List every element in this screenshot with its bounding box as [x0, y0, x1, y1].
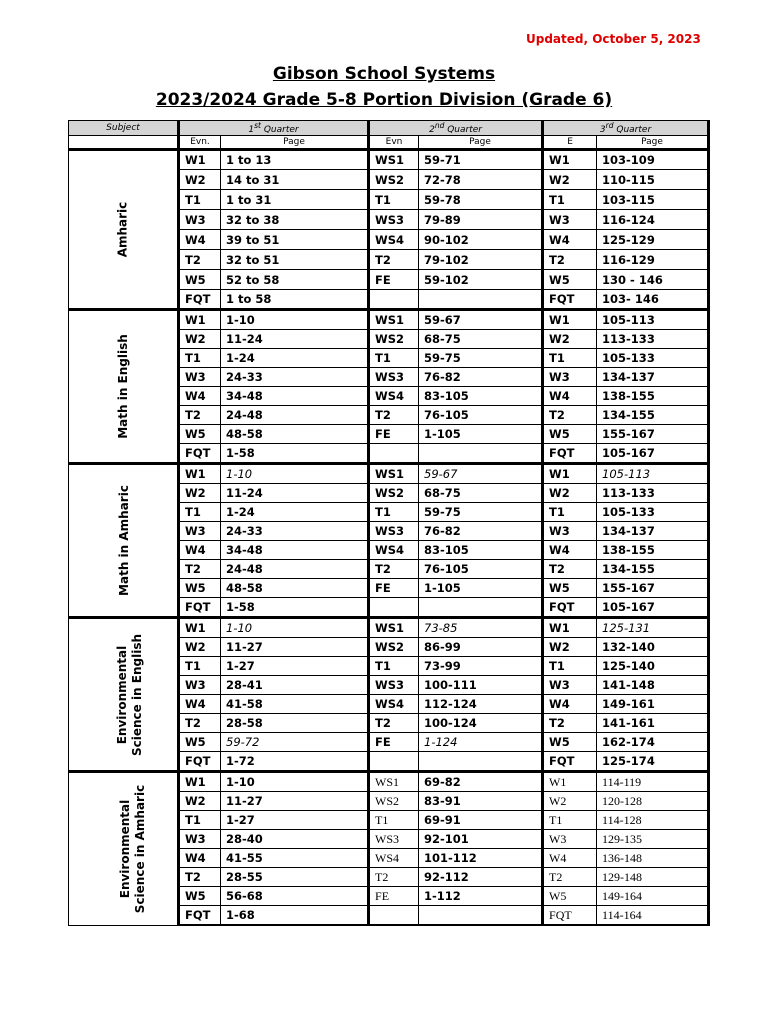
q1-page-cell: 24-33: [221, 368, 369, 387]
q3-page-cell: 116-129: [597, 250, 709, 270]
subject-cell: [69, 772, 179, 926]
q2-page-cell: 76-82: [419, 522, 543, 541]
q1-evaluation-cell: T1: [179, 657, 221, 676]
q3-evaluation-cell: T1: [543, 190, 597, 210]
q2-evaluation-cell: T1: [369, 811, 419, 830]
q1-page-cell: 32 to 51: [221, 250, 369, 270]
q2-evaluation-cell: T2: [369, 714, 419, 733]
q3-evaluation-cell: W3: [543, 522, 597, 541]
q1-evaluation-cell: T2: [179, 868, 221, 887]
q2-evaluation-cell: WS3: [369, 210, 419, 230]
q1-evaluation-cell: W4: [179, 230, 221, 250]
q1-page-cell: 32 to 38: [221, 210, 369, 230]
q2-evaluation-cell: WS3: [369, 522, 419, 541]
q1-page-cell: 1-24: [221, 503, 369, 522]
q3-page-cell: 134-155: [597, 406, 709, 425]
q1-page-cell: 34-48: [221, 387, 369, 406]
q3-evaluation-cell: W2: [543, 330, 597, 349]
q1-evaluation-cell: W4: [179, 541, 221, 560]
subject-label: Math in English: [115, 334, 130, 439]
q3-evaluation-cell: W5: [543, 425, 597, 444]
q3-evaluation-cell: FQT: [543, 752, 597, 772]
q3-page-cell: 116-124: [597, 210, 709, 230]
q1-evaluation-cell: W3: [179, 522, 221, 541]
q2-page-cell: 59-71: [419, 150, 543, 170]
q2-page-cell: 59-67: [419, 464, 543, 484]
q2-page-cell: 59-67: [419, 310, 543, 330]
q2-page-cell: 76-105: [419, 406, 543, 425]
q2-evaluation-cell: WS1: [369, 310, 419, 330]
q1-evaluation-cell: W5: [179, 270, 221, 290]
q1-page-cell: 28-41: [221, 676, 369, 695]
q2-page-cell: [419, 906, 543, 926]
q1-evaluation-cell: FQT: [179, 444, 221, 464]
q1-page-header: Page: [221, 136, 369, 150]
q1-page-cell: 1-68: [221, 906, 369, 926]
q1-evaluation-cell: W3: [179, 830, 221, 849]
q1-evaluation-cell: FQT: [179, 906, 221, 926]
q1-evn-header: Evn.: [179, 136, 221, 150]
table-row: [69, 310, 709, 330]
q3-page-cell: 130 - 146: [597, 270, 709, 290]
q3-evaluation-cell: W3: [543, 210, 597, 230]
q1-evaluation-cell: FQT: [179, 290, 221, 310]
q3-page-cell: 155-167: [597, 425, 709, 444]
q1-page-cell: 24-33: [221, 522, 369, 541]
q3-page-cell: 162-174: [597, 733, 709, 752]
q3-page-cell: 125-131: [597, 618, 709, 638]
q3-evaluation-cell: T2: [543, 560, 597, 579]
q1-page-cell: 28-40: [221, 830, 369, 849]
q3-header: 3rd Quarter: [543, 121, 709, 136]
q2-page-cell: 68-75: [419, 484, 543, 503]
q3-page-cell: 114-128: [597, 811, 709, 830]
q2-evaluation-cell: FE: [369, 425, 419, 444]
q2-evaluation-cell: WS2: [369, 638, 419, 657]
subject-label: [118, 785, 148, 913]
q1-evaluation-cell: W2: [179, 484, 221, 503]
q1-page-cell: 1-10: [221, 772, 369, 792]
subject-label: Math in Amharic: [116, 485, 131, 596]
q2-page-cell: 76-82: [419, 368, 543, 387]
subject-label-line1: Environmental: [118, 799, 133, 899]
q3-page-cell: 141-148: [597, 676, 709, 695]
q1-page-cell: 39 to 51: [221, 230, 369, 250]
q3-page-cell: 103- 146: [597, 290, 709, 310]
q1-evaluation-cell: W3: [179, 210, 221, 230]
q3-page-cell: 103-109: [597, 150, 709, 170]
q2-evaluation-cell: T1: [369, 190, 419, 210]
q3-evaluation-cell: T1: [543, 657, 597, 676]
q2-evaluation-cell: [369, 598, 419, 618]
q1-evaluation-cell: T1: [179, 503, 221, 522]
q1-evaluation-cell: T1: [179, 349, 221, 368]
q2-evn-header: Evn: [369, 136, 419, 150]
q1-evaluation-cell: T1: [179, 811, 221, 830]
q1-page-cell: 1-58: [221, 444, 369, 464]
q1-evaluation-cell: W5: [179, 579, 221, 598]
q2-evaluation-cell: FE: [369, 733, 419, 752]
q1-page-cell: 41-58: [221, 695, 369, 714]
q1-page-cell: 28-58: [221, 714, 369, 733]
q3-evn-header: E: [543, 136, 597, 150]
q1-evaluation-cell: T2: [179, 406, 221, 425]
q3-evaluation-cell: T2: [543, 868, 597, 887]
q2-page-cell: 83-105: [419, 387, 543, 406]
q1-evaluation-cell: W2: [179, 330, 221, 349]
q3-page-cell: 105-167: [597, 598, 709, 618]
q3-evaluation-cell: W1: [543, 464, 597, 484]
q1-page-cell: 1-27: [221, 811, 369, 830]
q1-evaluation-cell: W4: [179, 387, 221, 406]
q3-page-header: Page: [597, 136, 709, 150]
q2-evaluation-cell: T2: [369, 868, 419, 887]
q1-page-cell: 48-58: [221, 425, 369, 444]
q2-evaluation-cell: T1: [369, 349, 419, 368]
q2-page-cell: 79-89: [419, 210, 543, 230]
q3-page-cell: 105-113: [597, 310, 709, 330]
q3-page-cell: 138-155: [597, 387, 709, 406]
q2-evaluation-cell: FE: [369, 579, 419, 598]
q3-evaluation-cell: W5: [543, 270, 597, 290]
q2-page-cell: 68-75: [419, 330, 543, 349]
q2-evaluation-cell: FE: [369, 887, 419, 906]
q2-page-cell: 86-99: [419, 638, 543, 657]
q2-evaluation-cell: WS2: [369, 330, 419, 349]
q3-evaluation-cell: W4: [543, 230, 597, 250]
q1-evaluation-cell: T2: [179, 250, 221, 270]
q3-page-cell: 114-164: [597, 906, 709, 926]
q2-page-cell: 90-102: [419, 230, 543, 250]
q3-evaluation-cell: W1: [543, 150, 597, 170]
subject-cell: [69, 464, 179, 618]
subject-label-line1: Environmental: [115, 645, 130, 744]
q2-page-cell: 92-101: [419, 830, 543, 849]
q3-evaluation-cell: W5: [543, 733, 597, 752]
q3-evaluation-cell: T2: [543, 714, 597, 733]
q3-page-cell: 136-148: [597, 849, 709, 868]
q1-page-cell: 1-10: [221, 618, 369, 638]
q2-evaluation-cell: WS4: [369, 541, 419, 560]
q2-page-cell: 73-99: [419, 657, 543, 676]
q1-page-cell: 11-24: [221, 330, 369, 349]
page-title: Gibson School Systems: [272, 64, 496, 84]
q2-page-cell: 1-124: [419, 733, 543, 752]
q2-evaluation-cell: WS1: [369, 150, 419, 170]
q3-evaluation-cell: T2: [543, 250, 597, 270]
q1-page-cell: 28-55: [221, 868, 369, 887]
q2-page-cell: 73-85: [419, 618, 543, 638]
table-body: [69, 150, 709, 926]
q1-evaluation-cell: W2: [179, 170, 221, 190]
q3-evaluation-cell: W1: [543, 310, 597, 330]
q2-evaluation-cell: WS3: [369, 830, 419, 849]
q1-evaluation-cell: W1: [179, 150, 221, 170]
q2-evaluation-cell: WS1: [369, 772, 419, 792]
q3-evaluation-cell: W4: [543, 541, 597, 560]
q2-evaluation-cell: FE: [369, 270, 419, 290]
subject-label: Amharic: [115, 201, 130, 258]
q1-page-cell: 1-27: [221, 657, 369, 676]
q3-evaluation-cell: W2: [543, 792, 597, 811]
q1-page-cell: 59-72: [221, 733, 369, 752]
q2-page-cell: 59-75: [419, 349, 543, 368]
q1-evaluation-cell: FQT: [179, 752, 221, 772]
q2-page-cell: 79-102: [419, 250, 543, 270]
q1-page-cell: 1-72: [221, 752, 369, 772]
q1-page-cell: 41-55: [221, 849, 369, 868]
q1-evaluation-cell: W5: [179, 733, 221, 752]
q2-evaluation-cell: T1: [369, 503, 419, 522]
q2-page-cell: 69-82: [419, 772, 543, 792]
q3-page-cell: 125-174: [597, 752, 709, 772]
q1-page-cell: 1 to 31: [221, 190, 369, 210]
q3-page-cell: 129-135: [597, 830, 709, 849]
q3-page-cell: 141-161: [597, 714, 709, 733]
q2-evaluation-cell: WS1: [369, 464, 419, 484]
q3-page-cell: 105-133: [597, 503, 709, 522]
q2-page-cell: 1-112: [419, 887, 543, 906]
q2-evaluation-cell: WS2: [369, 170, 419, 190]
q2-evaluation-cell: WS4: [369, 230, 419, 250]
q1-evaluation-cell: W2: [179, 792, 221, 811]
q2-page-cell: 59-75: [419, 503, 543, 522]
q2-evaluation-cell: WS1: [369, 618, 419, 638]
q3-page-cell: 138-155: [597, 541, 709, 560]
q3-page-cell: 105-167: [597, 444, 709, 464]
q2-page-cell: 101-112: [419, 849, 543, 868]
q1-evaluation-cell: T2: [179, 714, 221, 733]
q1-evaluation-cell: FQT: [179, 598, 221, 618]
q1-page-cell: 56-68: [221, 887, 369, 906]
q1-page-cell: 1 to 13: [221, 150, 369, 170]
q3-evaluation-cell: T2: [543, 406, 597, 425]
q3-evaluation-cell: T1: [543, 811, 597, 830]
q1-header: 1st Quarter: [179, 121, 369, 136]
q2-page-cell: 69-91: [419, 811, 543, 830]
q1-evaluation-cell: W5: [179, 425, 221, 444]
q3-page-cell: 134-137: [597, 368, 709, 387]
q3-evaluation-cell: W4: [543, 695, 597, 714]
q2-header: 2nd Quarter: [369, 121, 543, 136]
q1-page-cell: 1-10: [221, 310, 369, 330]
q3-evaluation-cell: FQT: [543, 598, 597, 618]
q2-page-cell: 100-124: [419, 714, 543, 733]
q1-page-cell: 52 to 58: [221, 270, 369, 290]
subject-label-line2: Science in English: [130, 633, 145, 756]
q2-evaluation-cell: [369, 906, 419, 926]
q2-page-cell: [419, 290, 543, 310]
q1-page-cell: 1-10: [221, 464, 369, 484]
subject-cell: [69, 150, 179, 310]
q2-evaluation-cell: WS4: [369, 387, 419, 406]
q2-page-cell: [419, 598, 543, 618]
q3-evaluation-cell: W2: [543, 170, 597, 190]
q1-evaluation-cell: W1: [179, 618, 221, 638]
q1-page-cell: 24-48: [221, 406, 369, 425]
q2-evaluation-cell: [369, 752, 419, 772]
q3-page-cell: 149-161: [597, 695, 709, 714]
q2-evaluation-cell: WS2: [369, 792, 419, 811]
q3-evaluation-cell: W3: [543, 830, 597, 849]
q3-page-cell: 103-115: [597, 190, 709, 210]
quarter-header-row: [69, 121, 709, 136]
q1-evaluation-cell: W1: [179, 772, 221, 792]
q1-evaluation-cell: W3: [179, 676, 221, 695]
q2-page-cell: [419, 752, 543, 772]
q2-evaluation-cell: T2: [369, 250, 419, 270]
q3-page-cell: 149-164: [597, 887, 709, 906]
q3-evaluation-cell: FQT: [543, 444, 597, 464]
q1-page-cell: 1-58: [221, 598, 369, 618]
q2-page-cell: 83-91: [419, 792, 543, 811]
page-subtitle: 2023/2024 Grade 5-8 Portion Division (Grade 6): [155, 90, 613, 110]
q3-evaluation-cell: W5: [543, 887, 597, 906]
q3-evaluation-cell: FQT: [543, 906, 597, 926]
q3-page-cell: 120-128: [597, 792, 709, 811]
q2-page-cell: 1-105: [419, 425, 543, 444]
subject-label-line2: Science in Amharic: [133, 784, 148, 913]
q2-page-cell: 72-78: [419, 170, 543, 190]
q3-page-cell: 114-119: [597, 772, 709, 792]
q1-page-cell: 11-27: [221, 638, 369, 657]
subject-header-blank: [69, 136, 179, 150]
q3-evaluation-cell: W2: [543, 484, 597, 503]
q3-evaluation-cell: W5: [543, 579, 597, 598]
q3-evaluation-cell: W3: [543, 676, 597, 695]
q1-page-cell: 1-24: [221, 349, 369, 368]
q1-evaluation-cell: W2: [179, 638, 221, 657]
q3-page-cell: 134-137: [597, 522, 709, 541]
q3-evaluation-cell: W2: [543, 638, 597, 657]
q2-evaluation-cell: [369, 444, 419, 464]
q2-page-cell: 59-102: [419, 270, 543, 290]
q2-page-cell: 1-105: [419, 579, 543, 598]
updated-date: Updated, October 5, 2023: [526, 32, 701, 46]
portion-division-table: [68, 120, 710, 926]
q3-page-cell: 113-133: [597, 484, 709, 503]
q3-evaluation-cell: W4: [543, 849, 597, 868]
q3-page-cell: 105-113: [597, 464, 709, 484]
q1-evaluation-cell: T1: [179, 190, 221, 210]
q2-evaluation-cell: WS4: [369, 695, 419, 714]
q1-evaluation-cell: W1: [179, 464, 221, 484]
q2-evaluation-cell: T2: [369, 560, 419, 579]
q2-evaluation-cell: WS3: [369, 368, 419, 387]
q3-evaluation-cell: T1: [543, 503, 597, 522]
q2-page-cell: 83-105: [419, 541, 543, 560]
q2-page-cell: 100-111: [419, 676, 543, 695]
q2-page-header: Page: [419, 136, 543, 150]
subject-header: Subject: [69, 121, 179, 136]
q1-evaluation-cell: T2: [179, 560, 221, 579]
table-row: [69, 464, 709, 484]
q1-page-cell: 1 to 58: [221, 290, 369, 310]
q3-page-cell: 134-155: [597, 560, 709, 579]
q3-evaluation-cell: W1: [543, 772, 597, 792]
q2-page-cell: 76-105: [419, 560, 543, 579]
q2-page-cell: 92-112: [419, 868, 543, 887]
q1-evaluation-cell: W4: [179, 695, 221, 714]
q3-evaluation-cell: W3: [543, 368, 597, 387]
q1-page-cell: 11-27: [221, 792, 369, 811]
table-row: [69, 618, 709, 638]
q3-page-cell: 129-148: [597, 868, 709, 887]
q2-evaluation-cell: T1: [369, 657, 419, 676]
q1-evaluation-cell: W4: [179, 849, 221, 868]
q1-evaluation-cell: W3: [179, 368, 221, 387]
subject-label: [115, 633, 145, 755]
q2-evaluation-cell: WS3: [369, 676, 419, 695]
column-header-row: [69, 136, 709, 150]
q2-evaluation-cell: WS2: [369, 484, 419, 503]
q1-evaluation-cell: W1: [179, 310, 221, 330]
q3-page-cell: 155-167: [597, 579, 709, 598]
q3-evaluation-cell: T1: [543, 349, 597, 368]
q3-page-cell: 110-115: [597, 170, 709, 190]
q2-page-cell: [419, 444, 543, 464]
q3-page-cell: 113-133: [597, 330, 709, 349]
q1-page-cell: 34-48: [221, 541, 369, 560]
q3-evaluation-cell: W1: [543, 618, 597, 638]
q1-page-cell: 48-58: [221, 579, 369, 598]
q3-evaluation-cell: FQT: [543, 290, 597, 310]
subject-cell: [69, 618, 179, 772]
q3-evaluation-cell: W4: [543, 387, 597, 406]
q2-evaluation-cell: [369, 290, 419, 310]
q3-page-cell: 105-133: [597, 349, 709, 368]
q1-evaluation-cell: W5: [179, 887, 221, 906]
q1-page-cell: 24-48: [221, 560, 369, 579]
q2-evaluation-cell: WS4: [369, 849, 419, 868]
q1-page-cell: 14 to 31: [221, 170, 369, 190]
q3-page-cell: 125-140: [597, 657, 709, 676]
q2-page-cell: 59-78: [419, 190, 543, 210]
q3-page-cell: 125-129: [597, 230, 709, 250]
q1-page-cell: 11-24: [221, 484, 369, 503]
q2-evaluation-cell: T2: [369, 406, 419, 425]
table-row: [69, 772, 709, 792]
q3-page-cell: 132-140: [597, 638, 709, 657]
subject-cell: [69, 310, 179, 464]
q2-page-cell: 112-124: [419, 695, 543, 714]
table-row: [69, 150, 709, 170]
